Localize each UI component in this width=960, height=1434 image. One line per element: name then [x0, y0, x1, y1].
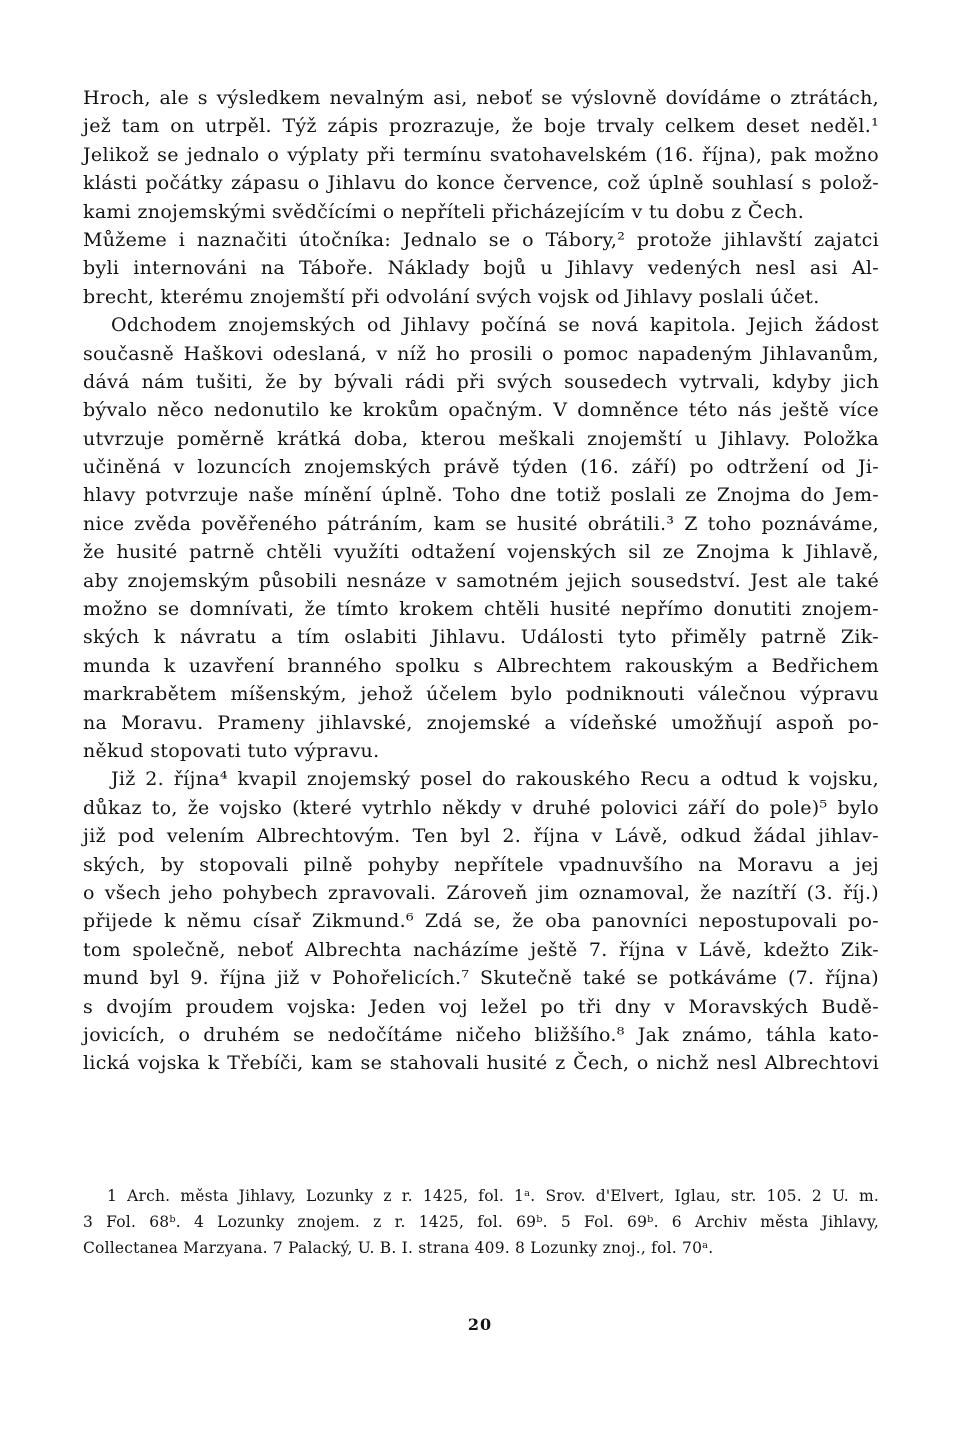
page-number: 20 [467, 1315, 493, 1334]
text-line: přijede k němu císař Zikmund.⁶ Zdá se, že oba panovníci nepostupovali po- [83, 910, 879, 933]
text-line: munda k uzavření branného spolku s Albrechtem rakouským a Bedřichem [83, 654, 879, 677]
text-line: Můžeme i naznačiti útočníka: Jednalo se o Tábory,² protože jihlavští zajatci [83, 228, 879, 251]
text-line: na Moravu. Prameny jihlavské, znojemské a vídeňské umožňují aspoň po- [83, 711, 879, 734]
text-line: Hroch, ale s výsledkem nevalným asi, neboť se výslovně dovídáme o ztrátách, [83, 87, 879, 109]
text-line: ských, by stopovali pilně pohyby nepřítele vpadnuvšího na Moravu a jej [83, 853, 879, 876]
text-line: důkaz to, že vojsko (které vytrhlo někdy v druhé polovici září do pole)⁵ bylo [83, 796, 879, 819]
text-line: mund byl 9. října již v Pohořelicích.⁷ Skutečně také se potkáváme (7. října) [83, 967, 879, 990]
text-line: nice zvěda pověřeného pátráním, kam se husité obrátili.³ Z toho poznáváme, [83, 512, 879, 535]
text-line: možno se domnívati, že tímto krokem chtěli husité nepřímo donutiti znojem- [83, 598, 879, 621]
text-line: markrabětem míšenským, jehož účelem bylo podniknouti válečnou výpravu [83, 683, 879, 706]
main-text [83, 84, 879, 1078]
text-line: dává nám tušiti, že by bývali rádi při svých sousedech vytrvali, kdyby jich [83, 370, 879, 393]
text-line: Odchodem znojemských od Jihlavy počíná se nová kapitola. Jejich žádost [111, 314, 879, 337]
text-line: jovicích, o druhém se nedočítáme ničeho bližšího.⁸ Jak známo, táhla kato- [83, 1023, 879, 1046]
text-line: jež tam on utrpěl. Týž zápis prozrazuje, že boje trvaly celkem deset neděl.¹ [83, 115, 879, 138]
footnote-line: 1 Arch. města Jihlavy, Lozunky z r. 1425, fol. 1ᵃ. Srov. d'Elvert, Iglau, str. 105. 2 U. m. [107, 1187, 879, 1205]
text-line: učiněná v lozuncích znojemských právě týden (16. září) po odtržení od Ji- [83, 456, 879, 479]
footnotes [83, 1183, 879, 1261]
text-line: byli internováni na Táboře. Náklady bojů u Jihlavy vedených nesl asi Al- [83, 257, 879, 280]
text-line: ských k návratu a tím oslabiti Jihlavu. Události tyto přiměly patrně Zik- [83, 626, 879, 649]
text-line: Jelikož se jednalo o výplaty při termínu svatohavelském (16. října), pak možno [83, 143, 879, 166]
text-line: že husité patrně chtěli využíti odtažení vojenských sil ze Znojma k Jihlavě, [83, 541, 879, 564]
text-line: kami znojemskými svědčícími o nepříteli přicházejícím v tu dobu z Čech. [83, 200, 805, 223]
text-line: o všech jeho pohybech zpravovali. Zároveň jim oznamoval, že nazítří (3. říj.) [83, 881, 879, 904]
text-line: tom společně, neboť Albrechta nacházíme ještě 7. října v Lávě, kdežto Zik- [83, 938, 879, 961]
text-line: bývalo něco nedonutilo ke krokům opačným. V domněnce této nás ještě více [83, 399, 879, 422]
text-line: někud stopovati tuto výpravu. [83, 739, 380, 762]
footnote-line: Collectanea Marzyana. 7 Palacký, U. B. I. strana 409. 8 Lozunky znoj., fol. 70ᵃ. [83, 1239, 714, 1257]
text-line: již pod velením Albrechtovým. Ten byl 2. října v Lávě, odkud žádal jihlav- [83, 825, 879, 848]
footnote-line: 3 Fol. 68ᵇ. 4 Lozunky znojem. z r. 1425, fol. 69ᵇ. 5 Fol. 69ᵇ. 6 Archiv města Jihlavy, [83, 1213, 879, 1231]
text-line: aby znojemským působili nesnáze v samotném jejich sousedství. Jest ale také [83, 569, 879, 592]
text-line: Již 2. října⁴ kvapil znojemský posel do rakouského Recu a odtud k vojsku, [111, 768, 879, 791]
text-line: s dvojím proudem vojska: Jeden voj ležel po tři dny v Moravských Budě- [83, 995, 879, 1018]
text-line: současně Haškovi odeslaná, v níž ho prosili o pomoc napadeným Jihlavanům, [83, 342, 879, 365]
text-line: hlavy potvrzuje naše mínění úplně. Toho dne totiž poslali ze Znojma do Jem- [83, 484, 879, 507]
text-line: lická vojska k Třebíči, kam se stahovali husité z Čech, o nichž nesl Albrechtovi [83, 1052, 879, 1075]
text-line: utvrzuje poměrně krátká doba, kterou meškali znojemští u Jihlavy. Položka [83, 427, 879, 450]
text-line: brecht, kterému znojemští při odvolání svých vojsk od Jihlavy poslali účet. [83, 285, 820, 308]
text-line: klásti počátky zápasu o Jihlavu do konce července, což úplně souhlasí s polož- [83, 172, 879, 195]
